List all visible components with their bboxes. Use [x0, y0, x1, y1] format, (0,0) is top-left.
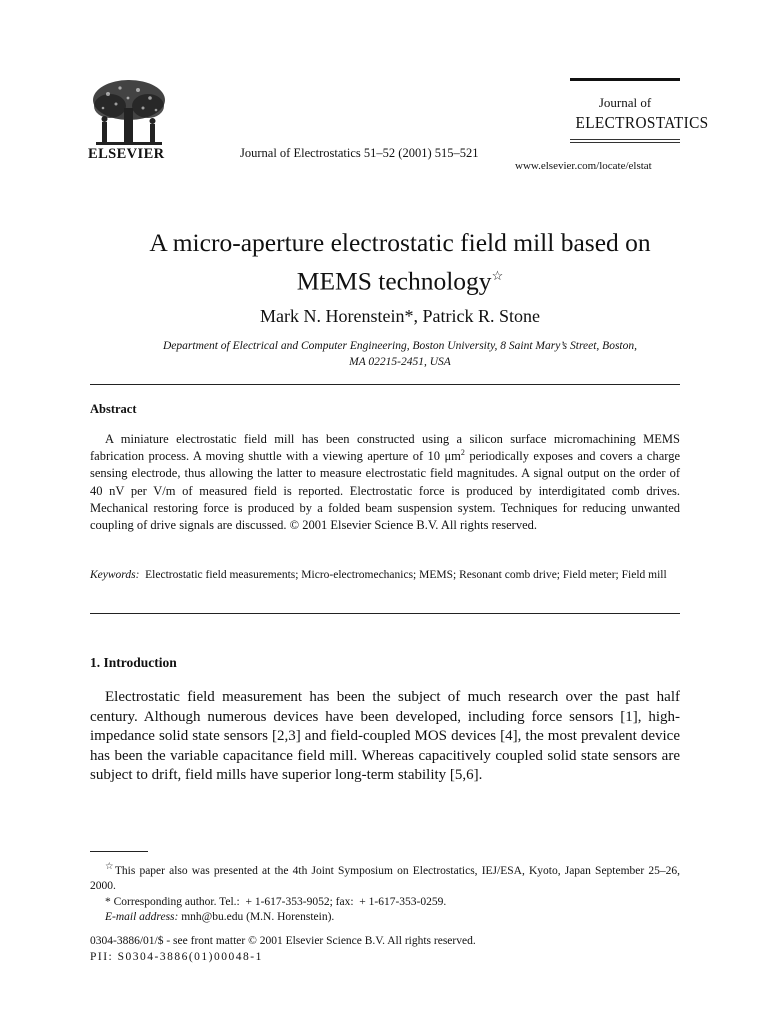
journal-url[interactable]: www.elsevier.com/locate/elstat [515, 160, 652, 172]
affiliation-line-2: MA 02215-2451, USA [349, 356, 451, 368]
title-line-1: A micro-aperture electrostatic field mill based on [149, 228, 651, 257]
email-label: E-mail address: [105, 911, 179, 924]
email-value[interactable]: mnh@bu.edu (M.N. Horenstein). [178, 911, 335, 924]
elsevier-tree-logo [88, 78, 170, 150]
footnote-1-text: This paper also was presented at the 4th Joint Symposium on Electrostatics, IEJ/ESA, Kyoto, Japan September 25–26, 2000. [90, 864, 680, 893]
keywords-label: Keywords: [90, 569, 140, 581]
divider-top [90, 384, 680, 385]
pii: PII: S0304-3886(01)00048-1 [90, 950, 263, 963]
authors: Mark N. Horenstein*, Patrick R. Stone [260, 306, 540, 326]
footnote-rule [90, 851, 148, 852]
keywords [90, 567, 680, 585]
divider-bottom [90, 613, 680, 614]
front-matter-line-1: 0304-3886/01/$ - see front matter © 2001 Elsevier Science B.V. All rights reserved. [90, 935, 476, 947]
section-heading-introduction: 1. Introduction [90, 655, 177, 670]
article-title [60, 226, 740, 298]
abstract-superscript: 2 [460, 448, 465, 458]
introduction-paragraph: Electrostatic field measurement has been the subject of much research over the past half century. Although numerous devices have been developed, including force sensors [1], high-impedance solid state sensors [2,3] and field-coupled MOS devices [4], the most prevalent device has been the variable capacitance field mill. Whereas capacitively coupled solid state sensors are subject to drift, field mills have superior long-term stability [5,6]. [90, 689, 680, 783]
keywords-text: Electrostatic field measurements; Micro-electromechanics; MEMS; Resonant comb drive; Field meter; Field mill [145, 569, 667, 581]
title-footnote-mark: ☆ [491, 268, 504, 283]
journal-of-label: Journal of [598, 95, 652, 110]
journal-name: ELECTROSTATICS [575, 113, 709, 132]
footnotes [90, 859, 680, 926]
affiliation-line-1: Department of Electrical and Computer Engineering, Boston University, 8 Saint Mary’s Street, Boston, [163, 340, 637, 352]
journal-masthead [570, 78, 709, 145]
journal-citation: Journal of Electrostatics 51–52 (2001) 515–521 [240, 146, 479, 160]
footnote-1-mark: ☆ [105, 861, 115, 872]
masthead-rule [570, 78, 680, 81]
abstract-text-part-2: periodically exposes and covers a charge sensing electrode, thus allowing the latter to measure electrostatic field magnitudes. A signal output on the order of 40 nV per V/m of measured field is reported. Electrostatic force is produced by interdigitated comb drives. Mechanical restoring force is produced by a folded beam suspension system. Techniques for reducing unwanted coupling of drive signals are discussed. © 2001 Elsevier Science B.V. All rights reserved. [90, 449, 680, 533]
front-matter [90, 934, 680, 965]
title-line-2: MEMS technology [296, 266, 492, 296]
masthead-lines [570, 139, 680, 143]
footnote-email [90, 910, 680, 926]
footnote-2: * Corresponding author. Tel.: + 1-617-353-9052; fax: + 1-617-353-0259. [105, 895, 447, 908]
abstract-text [90, 431, 680, 534]
footnote-1 [90, 859, 680, 895]
publisher-name: ELSEVIER [88, 146, 165, 162]
abstract-text-part-1: A miniature electrostatic field mill has been constructed using a silicon surface micromachining MEMS fabrication process. A moving shuttle with a viewing aperture of 10 μm [90, 432, 680, 464]
affiliation [104, 338, 696, 370]
abstract-heading: Abstract [90, 402, 137, 416]
